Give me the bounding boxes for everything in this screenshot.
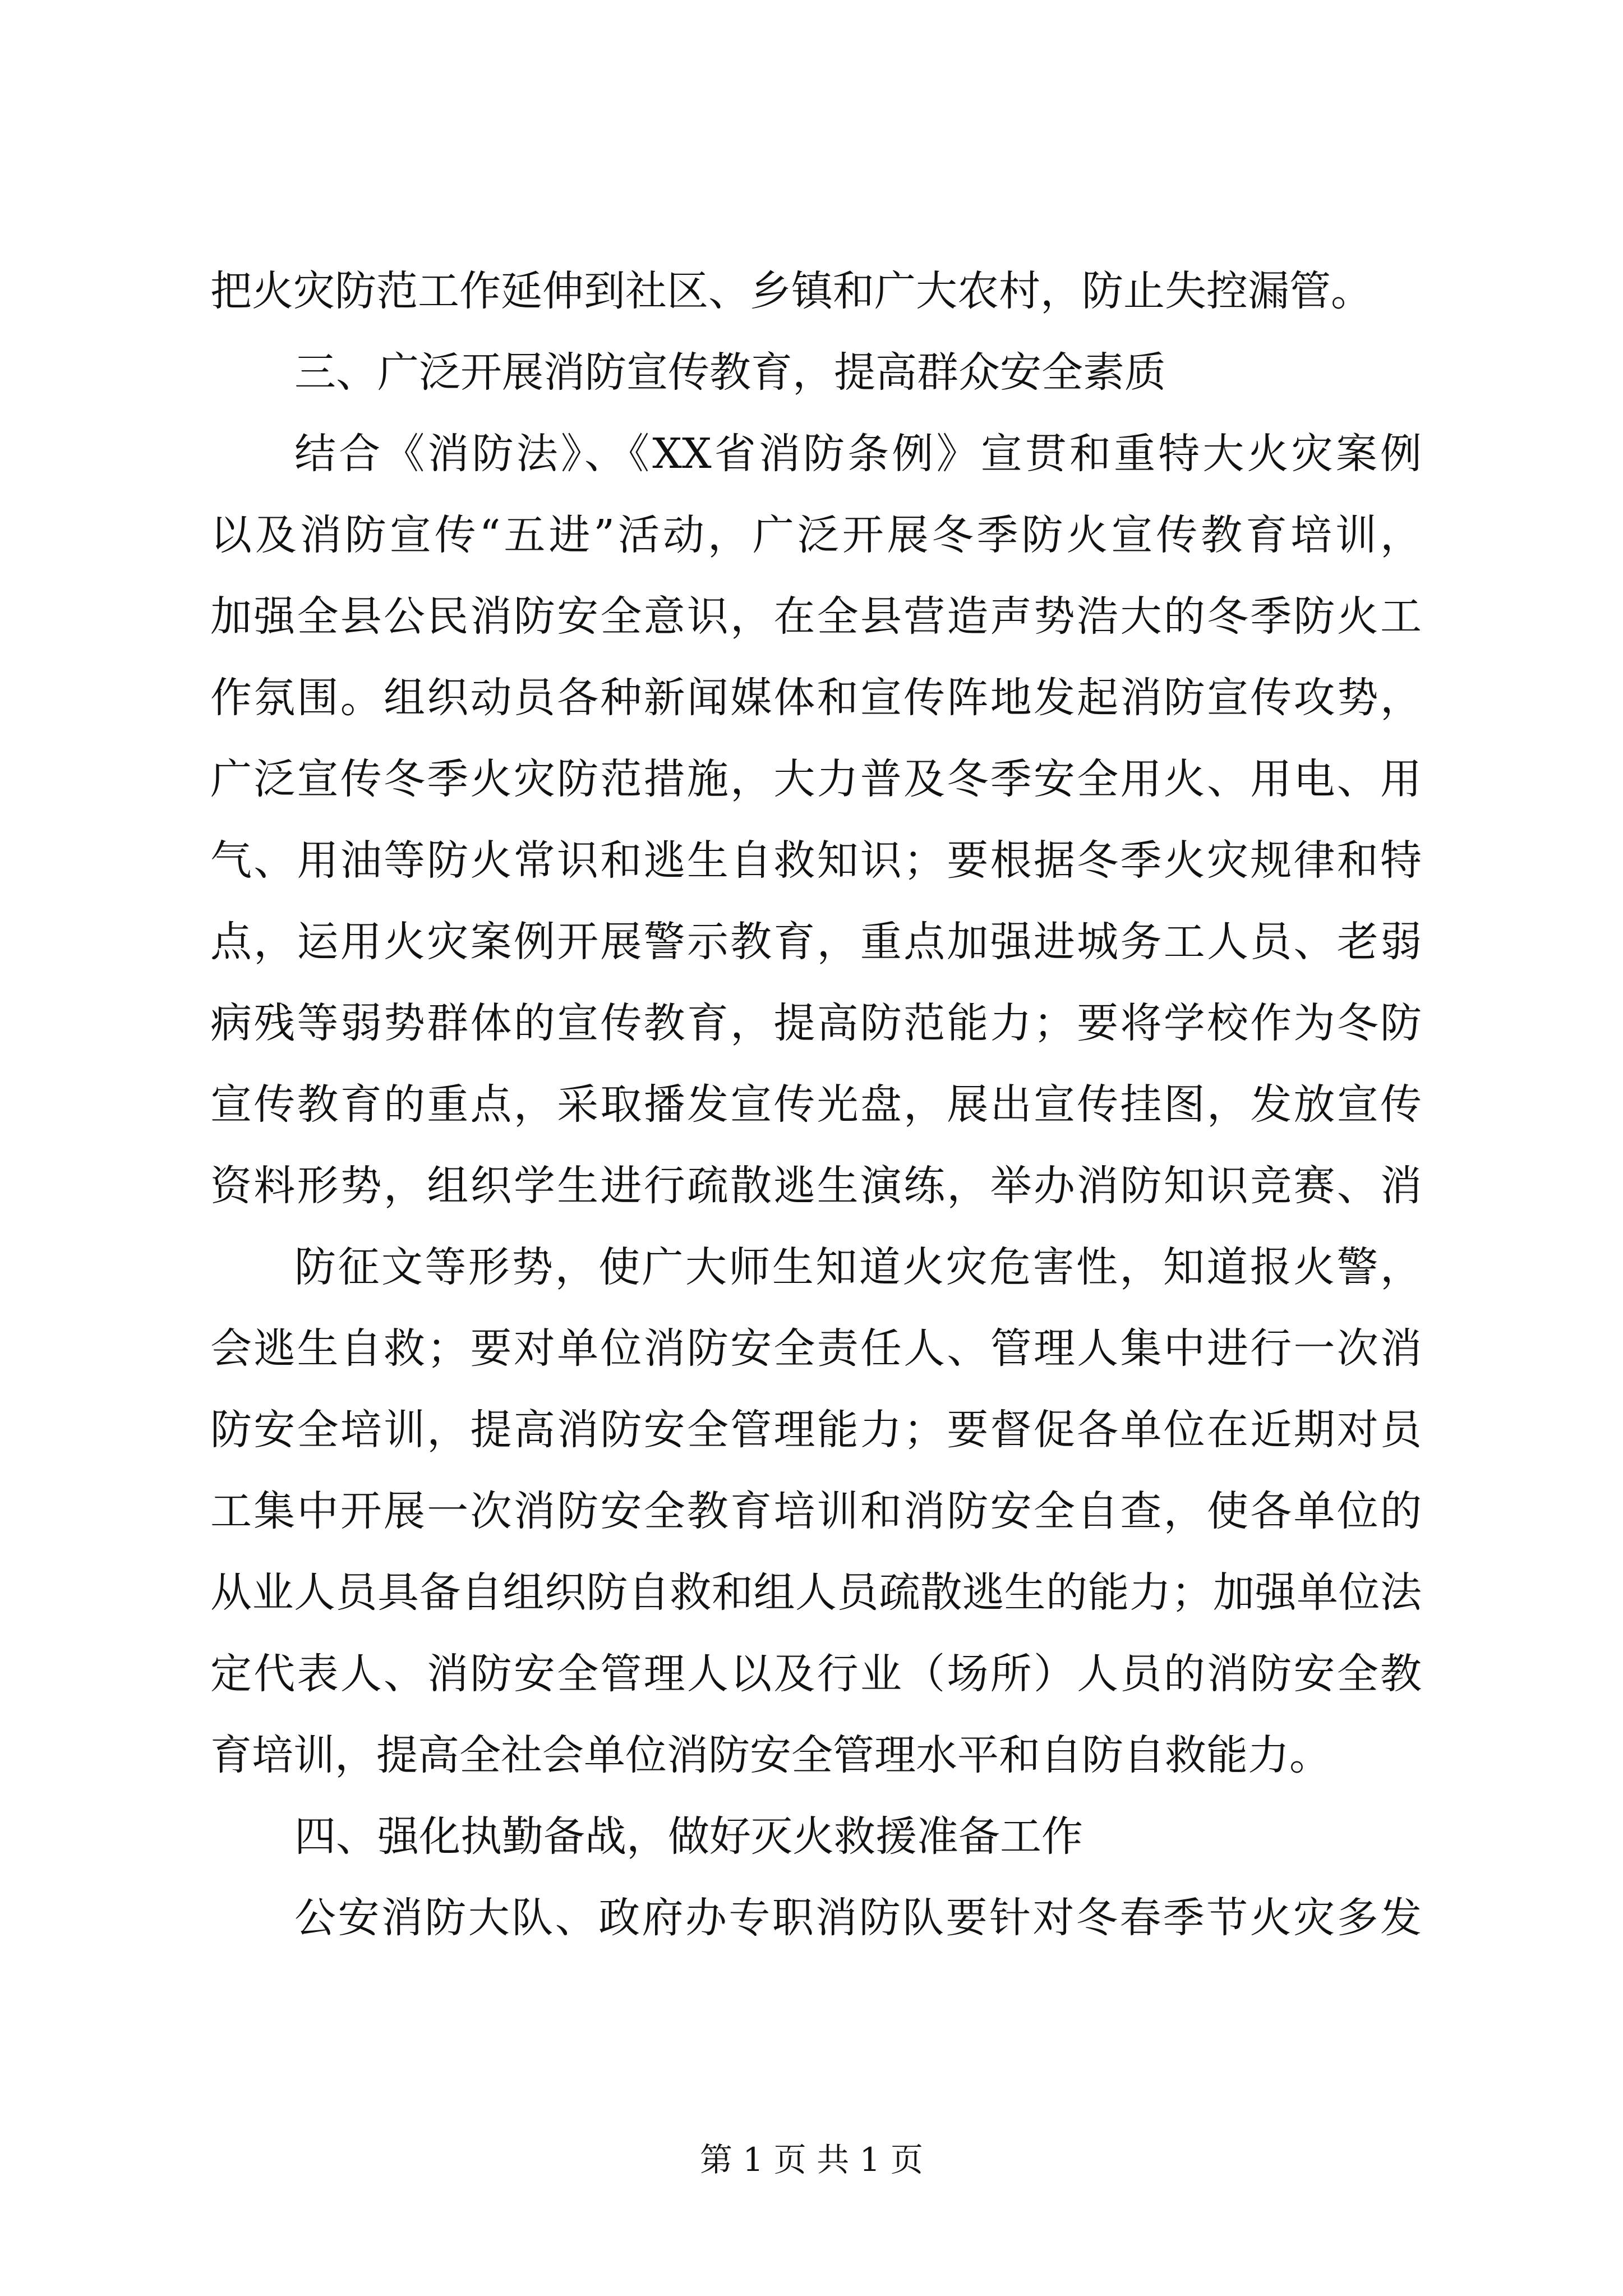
text-line: 防安全培训，提高消防安全管理能力；要督促各单位在近期对员 — [210, 1406, 1422, 1454]
text-line: 定代表人、消防安全管理人以及行业（场所）人员的消防安全教 — [210, 1650, 1422, 1698]
text-line: 病残等弱势群体的宣传教育，提高防范能力；要将学校作为冬防 — [210, 999, 1422, 1047]
text-line: 点，运用火灾案例开展警示教育，重点加强进城务工人员、老弱 — [210, 918, 1422, 966]
text-line: 广泛宣传冬季火灾防范措施，大力普及冬季安全用火、用电、用 — [210, 755, 1422, 803]
section-heading: 四、强化执勤备战，做好灭火救援准备工作 — [294, 1812, 1083, 1861]
text-line: 以及消防宣传“五进”活动，广泛开展冬季防火宣传教育培训， — [210, 511, 1422, 559]
text-line: 育培训，提高全社会单位消防安全管理水平和自防自救能力。 — [210, 1731, 1331, 1779]
text-line: 防征文等形势，使广大师生知道火灾危害性，知道报火警， — [294, 1243, 1422, 1291]
text-line: 公安消防大队、政府办专职消防队要针对冬春季节火灾多发 — [294, 1894, 1422, 1942]
text-line: 宣传教育的重点，采取播发宣传光盘，展出宣传挂图，发放宣传 — [210, 1080, 1422, 1129]
text-line: 工集中开展一次消防安全教育培训和消防安全自查，使各单位的 — [210, 1487, 1422, 1535]
text-line: 结合《消防法》、《XX省消防条例》宣贯和重特大火灾案例 — [294, 430, 1422, 478]
text-line: 会逃生自救；要对单位消防安全责任人、管理人集中进行一次消 — [210, 1324, 1422, 1373]
text-line: 把火灾防范工作延伸到社区、乡镇和广大农村，防止失控漏管。 — [210, 267, 1372, 315]
text-line: 气、用油等防火常识和逃生自救知识；要根据冬季火灾规律和特 — [210, 836, 1422, 885]
text-line: 加强全县公民消防安全意识，在全县营造声势浩大的冬季防火工 — [210, 592, 1422, 641]
page-number-footer: 第 1 页 共 1 页 — [700, 2141, 923, 2179]
text-line: 从业人员具备自组织防自救和组人员疏散逃生的能力；加强单位法 — [210, 1568, 1422, 1617]
text-line: 资料形势，组织学生进行疏散逃生演练，举办消防知识竞赛、消 — [210, 1162, 1422, 1210]
document-body — [210, 251, 1422, 1959]
section-heading: 三、广泛开展消防宣传教育，提高群众安全素质 — [294, 348, 1166, 397]
text-line: 作氛围。组织动员各种新闻媒体和宣传阵地发起消防宣传攻势， — [210, 674, 1422, 722]
